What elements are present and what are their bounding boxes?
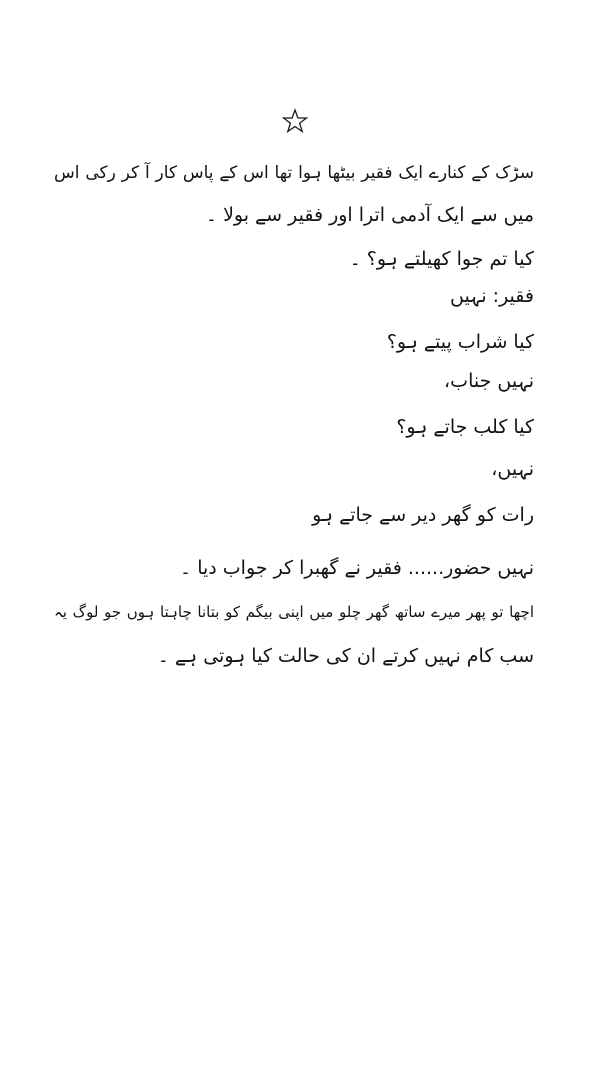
star-outline-icon [282,108,308,134]
text-line-6: نہیں جناب، [444,370,534,392]
text-line-3: کیا تم جوا کھیلتے ہو؟ ۔ [349,248,534,270]
text-line-7: کیا کلب جاتے ہو؟ [396,416,534,438]
text-line-4: فقیر: نہیں [450,285,534,307]
text-line-1: سڑک کے کنارے ایک فقیر بیٹھا ہوا تھا اس کے پاس کار آ کر رکی اس [54,163,534,183]
text-line-5: کیا شراب پیتے ہو؟ [386,331,534,353]
text-line-12: سب کام نہیں کرتے ان کی حالت کیا ہوتی ہے ۔ [157,645,534,667]
text-line-2: میں سے ایک آدمی اترا اور فقیر سے بولا ۔ [205,204,534,226]
text-line-8: نہیں، [491,458,534,480]
text-line-10: نہیں حضور...... فقیر نے گھبرا کر جواب دیا ۔ [180,557,534,579]
text-line-9: رات کو گھر دیر سے جاتے ہو [312,504,534,526]
text-line-11: اچھا تو پھر میرے ساتھ گھر چلو میں اپنی بیگم کو بتانا چاہتا ہوں جو لوگ یہ [54,603,534,621]
